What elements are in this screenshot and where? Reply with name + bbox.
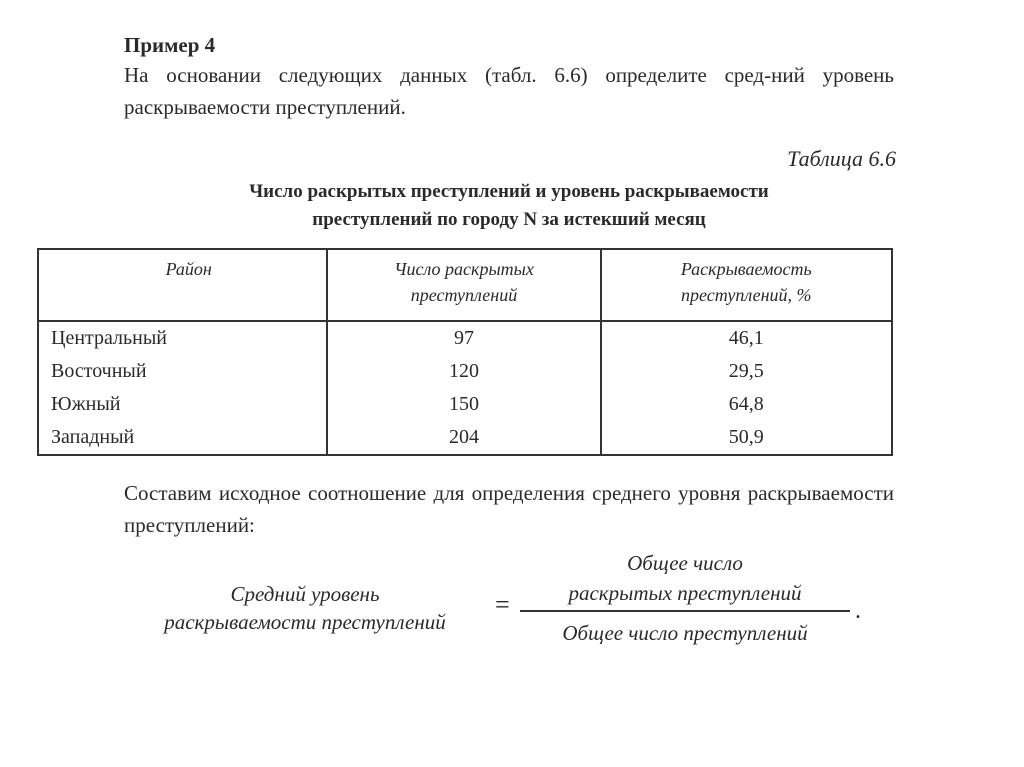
table-row	[38, 321, 892, 355]
table-title-line-2: преступлений по городу N за истекший месяц	[312, 209, 706, 230]
formula-equals: =	[495, 590, 510, 619]
formula-numerator-line-2: раскрытых преступлений	[568, 581, 802, 605]
cell-region: Восточный	[38, 355, 327, 388]
header-rate-line-2: преступлений, %	[681, 285, 812, 305]
intro-paragraph: На основании следующих данных (табл. 6.6) определите сред-ний уровень раскрываемости преступлений.	[124, 63, 894, 119]
crime-table	[37, 248, 893, 456]
cell-region: Западный	[38, 421, 327, 455]
header-rate-line-1: Раскрываемость	[680, 259, 812, 279]
header-count-line-2: преступлений	[410, 285, 518, 305]
cell-region: Южный	[38, 388, 327, 421]
fraction-bar	[520, 610, 850, 612]
cell-rate: 50,9	[601, 421, 892, 455]
cell-rate: 29,5	[601, 355, 892, 388]
header-count	[327, 249, 600, 321]
cell-rate: 64,8	[601, 388, 892, 421]
cell-count: 97	[327, 321, 600, 355]
formula-lhs-line-2: раскрываемости преступлений	[164, 610, 446, 634]
formula-fraction	[520, 548, 850, 648]
formula-numerator-line-1: Общее число	[627, 551, 743, 575]
header-region: Район	[38, 249, 327, 321]
formula-denominator: Общее число преступлений	[562, 621, 808, 645]
table-number: Таблица 6.6	[787, 146, 896, 171]
formula-period: .	[855, 598, 861, 624]
header-count-line-1: Число раскрытых	[394, 259, 534, 279]
table-row	[38, 421, 892, 455]
formula-numerator	[520, 548, 850, 608]
header-rate	[601, 249, 892, 321]
cell-count: 150	[327, 388, 600, 421]
cell-count: 204	[327, 421, 600, 455]
cell-region: Центральный	[38, 321, 327, 355]
cell-count: 120	[327, 355, 600, 388]
table-title-line-1: Число раскрытых преступлений и уровень раскрываемости	[249, 181, 769, 202]
formula-lhs	[120, 580, 490, 636]
table-title	[124, 178, 894, 234]
cell-rate: 46,1	[601, 321, 892, 355]
table-row	[38, 355, 892, 388]
formula-lhs-line-1: Средний уровень	[230, 582, 380, 606]
table-header-row	[38, 249, 892, 321]
followup-paragraph: Составим исходное соотношение для определения среднего уровня раскрываемости преступлений:	[124, 481, 894, 537]
example-heading: Пример 4	[124, 33, 216, 57]
table-row	[38, 388, 892, 421]
